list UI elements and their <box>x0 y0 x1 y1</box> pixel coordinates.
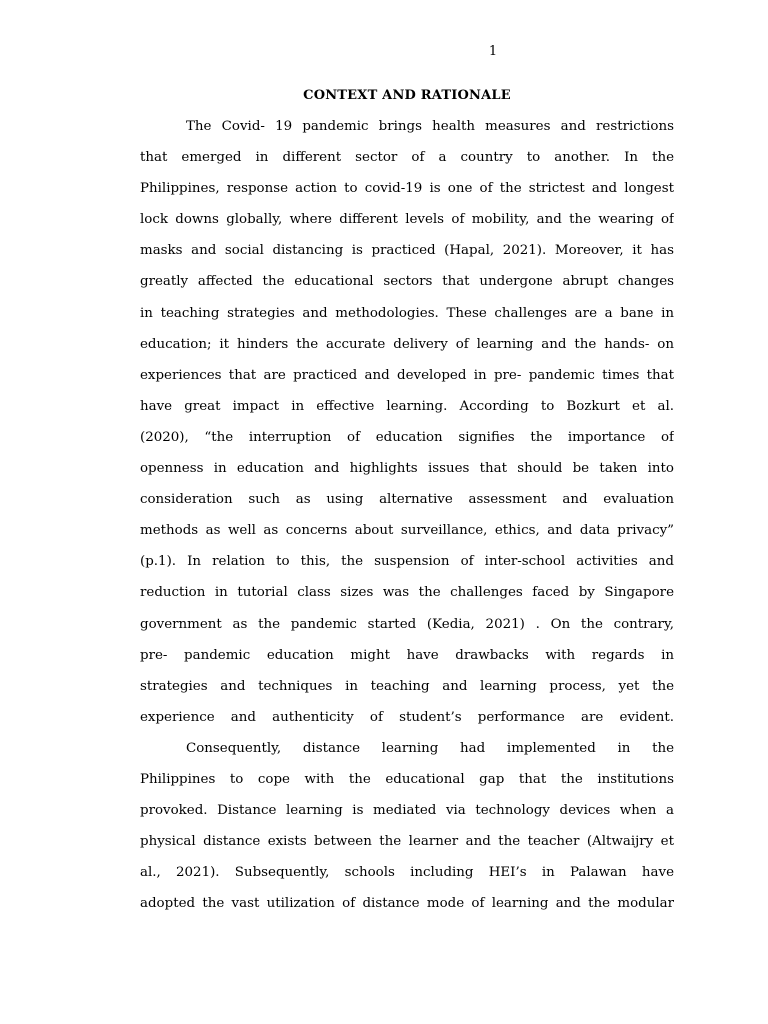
text-line: physical distance exists between the learner and the teacher (Altwaijry et <box>140 834 674 850</box>
text-line: greatly affected the educational sectors that undergone abrupt changes <box>140 274 674 290</box>
text-line: (2020), “the interruption of education signifies the importance of <box>140 429 674 445</box>
text-line: strategies and techniques in teaching and learning process, yet the <box>140 678 674 694</box>
paragraph-1 <box>140 111 674 733</box>
page-title: CONTEXT AND RATIONALE <box>303 88 511 103</box>
text-line: experience and authenticity of student’s performance are evident. <box>140 709 674 725</box>
text-line: Philippines to cope with the educational gap that the institutions <box>140 771 674 787</box>
text-line: government as the pandemic started (Kedia, 2021) . On the contrary, <box>140 616 674 632</box>
text-line: al., 2021). Subsequently, schools including HEI’s in Palawan have <box>140 865 674 881</box>
text-line: provoked. Distance learning is mediated via technology devices when a <box>140 803 674 819</box>
text-line: education; it hinders the accurate delivery of learning and the hands- on <box>140 336 674 352</box>
text-line: The Covid- 19 pandemic brings health measures and restrictions <box>186 119 674 134</box>
text-line: pre- pandemic education might have drawbacks with regards in <box>140 647 674 663</box>
page-number: 1 <box>488 44 498 59</box>
paragraph-2 <box>140 733 674 920</box>
text-line: lock downs globally, where different levels of mobility, and the wearing of <box>140 212 674 228</box>
text-line: have great impact in effective learning. According to Bozkurt et al. <box>140 398 674 414</box>
text-line: reduction in tutorial class sizes was the challenges faced by Singapore <box>140 585 674 601</box>
text-line: that emerged in different sector of a country to another. In the <box>140 150 674 166</box>
text-line: (p.1). In relation to this, the suspension of inter-school activities and <box>140 554 674 570</box>
text-line: Philippines, response action to covid-19 is one of the strictest and longest <box>140 181 674 197</box>
text-line: experiences that are practiced and developed in pre- pandemic times that <box>140 367 674 383</box>
text-line: adopted the vast utilization of distance mode of learning and the modular <box>140 896 674 912</box>
document-body <box>140 111 674 919</box>
text-line: in teaching strategies and methodologies. These challenges are a bane in <box>140 305 674 321</box>
text-line: methods as well as concerns about surveillance, ethics, and data privacy” <box>140 523 674 539</box>
text-line: consideration such as using alternative assessment and evaluation <box>140 492 674 508</box>
text-line: Consequently, distance learning had implemented in the <box>186 740 674 756</box>
text-line: masks and social distancing is practiced (Hapal, 2021). Moreover, it has <box>140 243 674 259</box>
text-line: openness in education and highlights issues that should be taken into <box>140 461 674 477</box>
